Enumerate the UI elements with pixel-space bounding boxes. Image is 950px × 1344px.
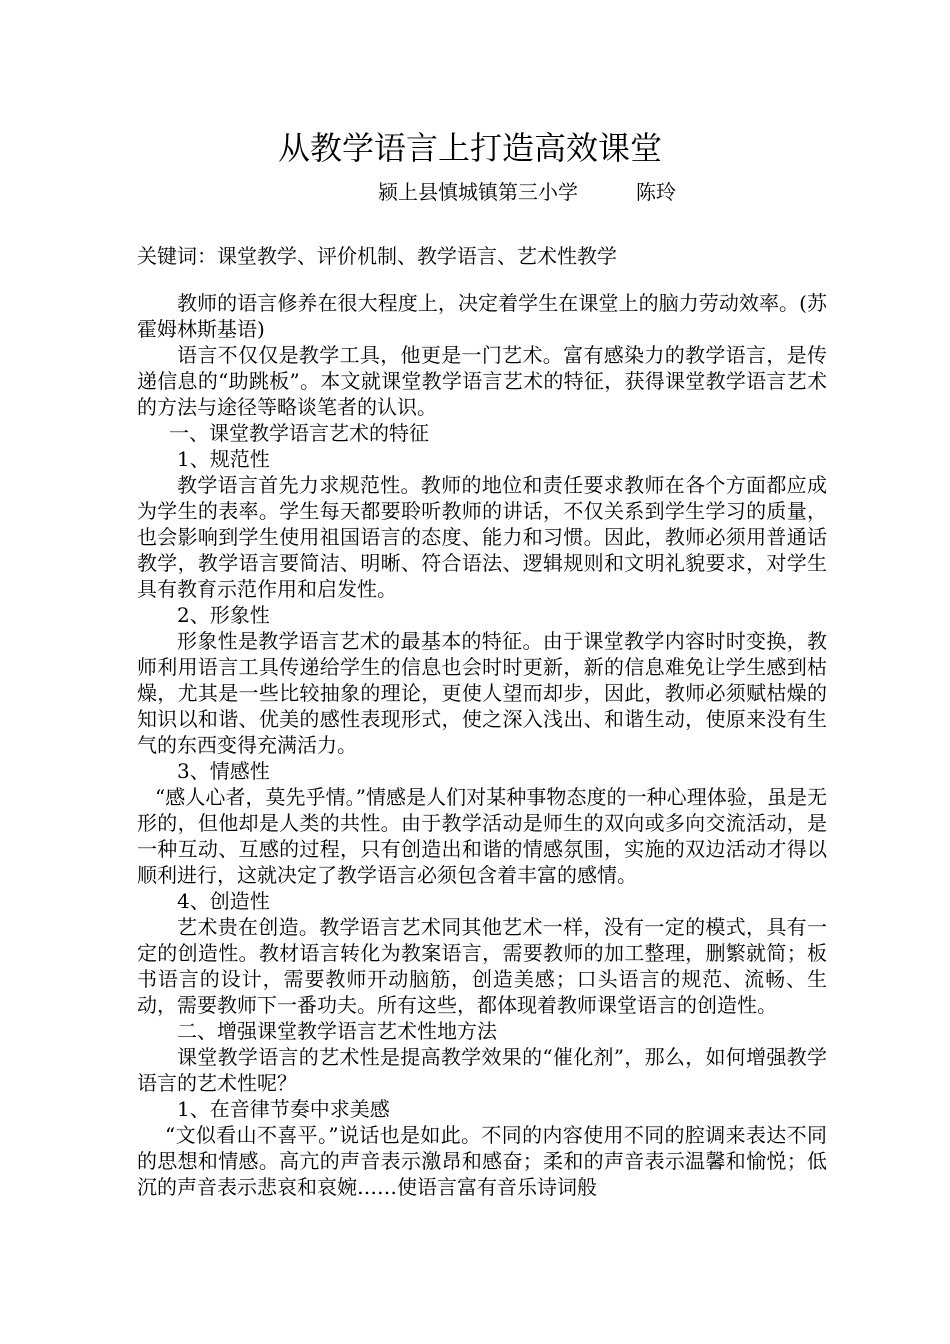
paragraph: “感人心者，莫先乎情。”情感是人们对某种事物态度的一种心理体验，虽是无形的，但他却是人类的共性。由于教学活动是师生的双向或多向交流活动，是一种互动、互感的过程，只有创造出和谐的情感氛围，实施的双边活动才得以顺利进行，这就决定了教学语言必须包含着丰富的感情。	[137, 785, 827, 887]
paragraph: 课堂教学语言的艺术性是提高教学效果的“催化剂”，那么，如何增强教学语言的艺术性呢？	[137, 1045, 827, 1095]
paragraph: 教学语言首先力求规范性。教师的地位和责任要求教师在各个方面都应成为学生的表率。学生每天都要聆听教师的讲话，不仅关系到学生学习的质量，也会影响到学生使用祖国语言的态度、能力和习惯。因此，教师必须用普通话教学，教学语言要简洁、明晰、符合语法、逻辑规则和文明礼貌要求，对学生具有教育示范作用和启发性。	[137, 473, 827, 601]
keywords-line: 关键词：课堂教学、评价机制、教学语言、艺术性教学	[137, 244, 617, 268]
paragraph: 教师的语言修养在很大程度上，决定着学生在课堂上的脑力劳动效率。(苏霍姆林斯基语)	[137, 291, 827, 341]
subsection-heading: 3、情感性	[177, 759, 270, 783]
section-heading: 一、课堂教学语言艺术的特征	[169, 421, 429, 445]
paragraph: 形象性是教学语言艺术的最基本的特征。由于课堂教学内容时时变换，教师利用语言工具传递给学生的信息也会时时更新，新的信息难免让学生感到枯燥，尤其是一些比较抽象的理论，更使人望而却步，因此，教师必须赋枯燥的知识以和谐、优美的感性表现形式，使之深入浅出、和谐生动，使原来没有生气的东西变得充满活力。	[137, 629, 827, 757]
subsection-heading: 1、规范性	[177, 447, 270, 471]
document-title: 从教学语言上打造高效课堂	[277, 129, 662, 167]
paragraph: “文似看山不喜平。”说话也是如此。不同的内容使用不同的腔调来表达不同的思想和情感。高亢的声音表示激昂和感奋；柔和的声音表示温馨和愉悦；低沉的声音表示悲哀和哀婉……使语言富有音乐诗词般	[137, 1123, 827, 1199]
school-name: 颍上县慎城镇第三小学	[378, 180, 578, 204]
document-body	[137, 290, 827, 1200]
paragraph: 语言不仅仅是教学工具，他更是一门艺术。富有感染力的教学语言，是传递信息的“助跳板”。本文就课堂教学语言艺术的特征，获得课堂教学语言艺术的方法与途径等略谈笔者的认识。	[137, 343, 827, 419]
paragraph: 艺术贵在创造。教学语言艺术同其他艺术一样，没有一定的模式，具有一定的创造性。教材语言转化为教案语言，需要教师的加工整理，删繁就简；板书语言的设计，需要教师开动脑筋，创造美感；口头语言的规范、流畅、生动，需要教师下一番功夫。所有这些，都体现着教师课堂语言的创造性。	[137, 915, 827, 1017]
section-heading: 二、增强课堂教学语言艺术性地方法	[177, 1019, 497, 1043]
byline	[378, 178, 676, 206]
subsection-heading: 1、在音律节奏中求美感	[177, 1097, 390, 1121]
author-name: 陈玲	[636, 180, 676, 204]
subsection-heading: 2、形象性	[177, 603, 270, 627]
subsection-heading: 4、创造性	[177, 889, 270, 913]
